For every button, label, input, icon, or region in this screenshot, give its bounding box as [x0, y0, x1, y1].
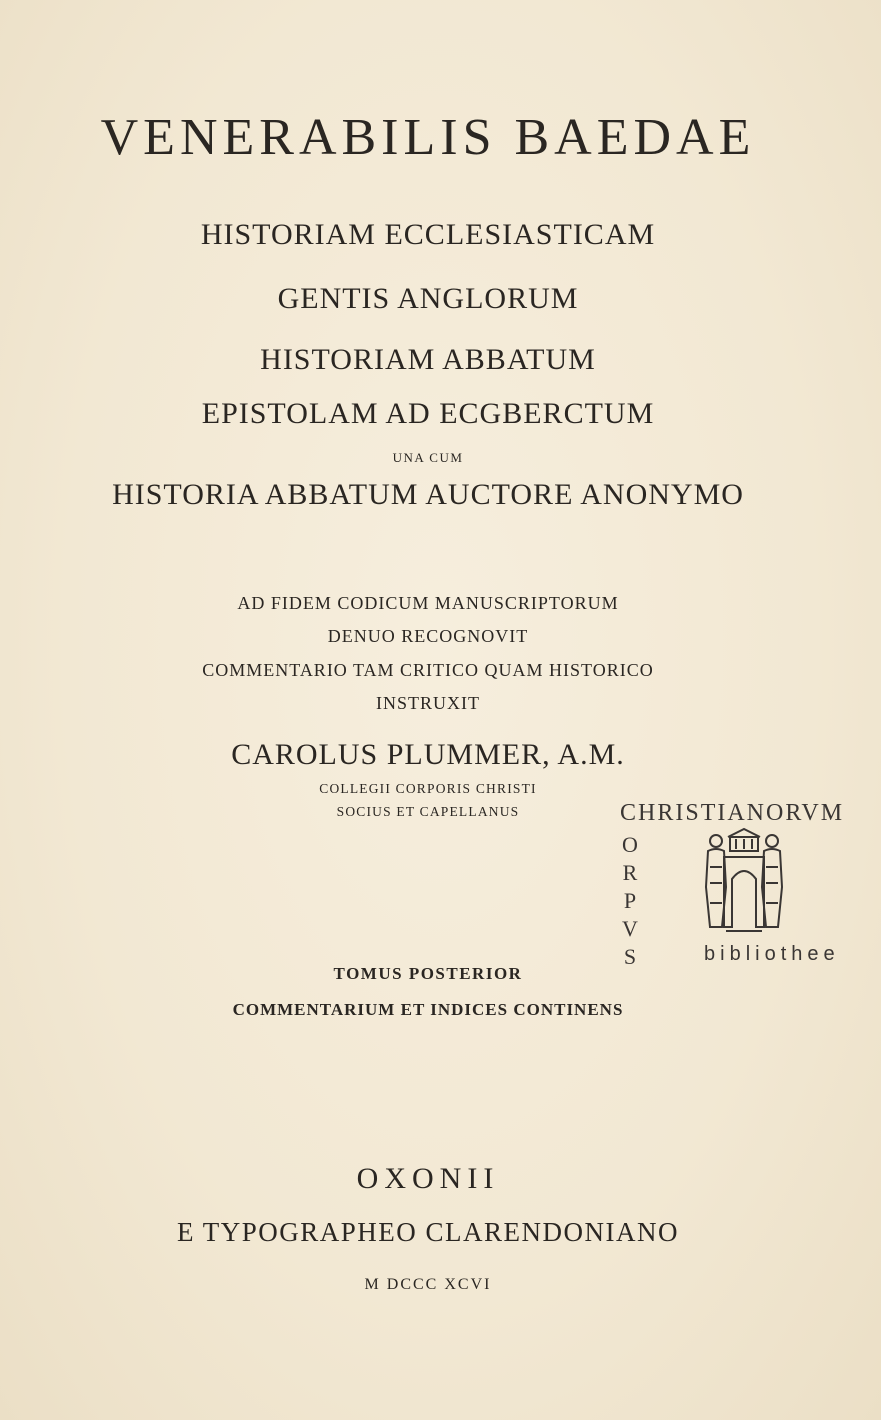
editor-name: CAROLUS PLUMMER, A.M. — [231, 738, 625, 771]
work-title-2: GENTIS ANGLORUM — [277, 282, 579, 315]
volume-contents: COMMENTARIUM ET INDICES CONTINENS — [232, 1000, 624, 1019]
statement-line-4: INSTRUXIT — [376, 693, 480, 713]
work-title-1: HISTORIAM ECCLESIASTICAM — [200, 218, 656, 251]
stamp-letter: P — [623, 888, 637, 913]
library-archway-emblem-icon — [698, 827, 790, 939]
stamp-letter: S — [623, 944, 637, 969]
stamp-letter: R — [622, 860, 638, 885]
work-title-4: EPISTOLAM AD ECGBERCTUM — [201, 397, 655, 430]
stamp-vertical-text — [621, 831, 639, 971]
statement-line-2: DENUO RECOGNOVIT — [327, 626, 529, 646]
stamp-letter: O — [622, 832, 638, 857]
work-title-3: HISTORIAM ABBATUM — [260, 343, 596, 376]
anonymous-work-title: HISTORIA ABBATUM AUCTORE ANONYMO — [112, 478, 744, 511]
imprint-place: OXONII — [356, 1162, 500, 1195]
una-cum: UNA CUM — [392, 450, 464, 465]
statement-line-1: AD FIDEM CODICUM MANUSCRIPTORUM — [237, 593, 619, 613]
statement-line-3: COMMENTARIO TAM CRITICO QUAM HISTORICO — [202, 660, 654, 680]
imprint-press: E TYPOGRAPHEO CLARENDONIANO — [176, 1217, 679, 1247]
editor-affiliation-1: COLLEGII CORPORIS CHRISTI — [319, 781, 537, 796]
library-stamp — [600, 795, 881, 975]
main-title: VENERABILIS BAEDAE — [100, 109, 756, 166]
stamp-bottom-text: bibliothee — [704, 943, 840, 965]
stamp-top-text: CHRISTIANORVM — [620, 800, 845, 826]
imprint-date: M DCCC XCVI — [364, 1276, 492, 1293]
editor-affiliation-2: SOCIUS ET CAPELLANUS — [336, 804, 520, 819]
volume-label: TOMUS POSTERIOR — [333, 964, 523, 983]
stamp-letter: V — [622, 916, 638, 941]
